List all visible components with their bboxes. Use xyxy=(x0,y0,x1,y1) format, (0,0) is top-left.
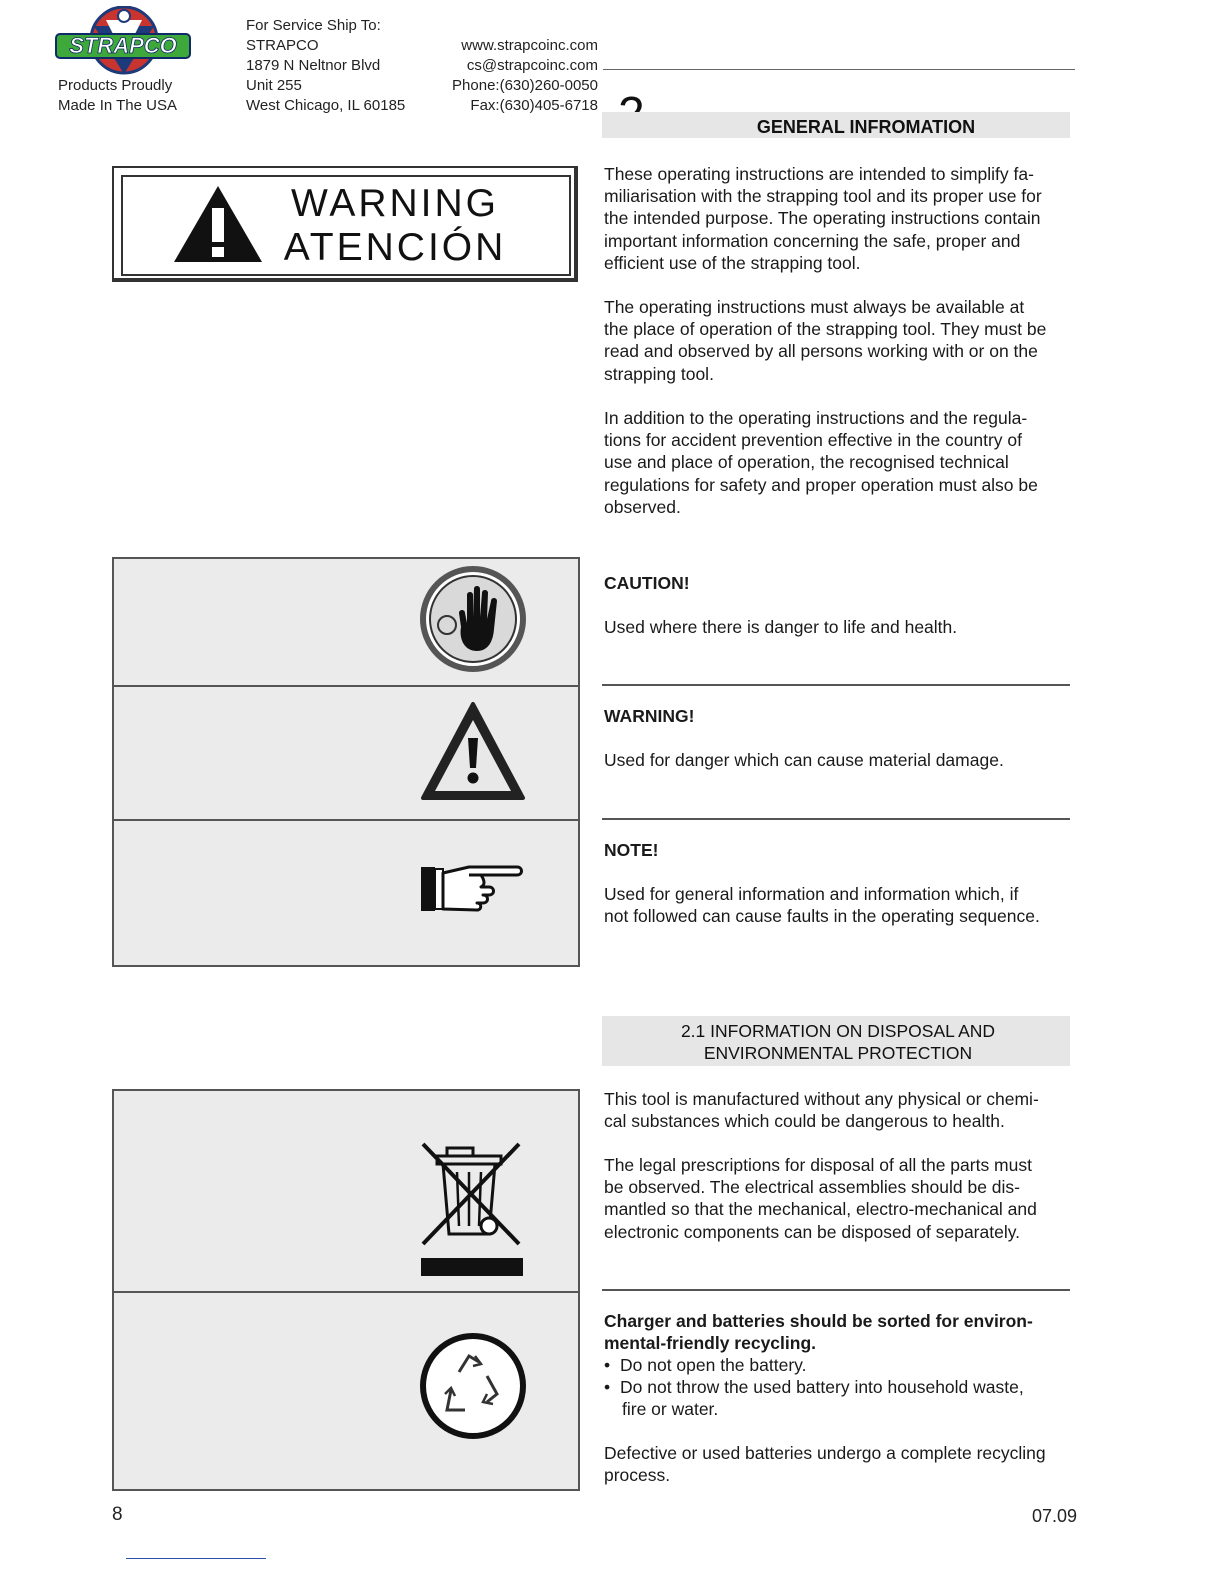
text-line: tions for accident prevention effective in the country of xyxy=(604,430,1022,451)
address-line: 1879 N Neltnor Blvd xyxy=(246,57,381,74)
bullet-text: Do not open the battery. xyxy=(620,1355,807,1375)
note-description xyxy=(604,883,1072,927)
text-line: mantled so that the mechanical, electro-mechanical and xyxy=(604,1199,1037,1220)
text-line: These operating instructions are intended to simplify fa- xyxy=(604,164,1034,184)
text-line: In addition to the operating instructions and the regula- xyxy=(604,408,1028,428)
list-item xyxy=(604,1376,1072,1420)
text-line: regulations for safety and proper operation must also be xyxy=(604,474,1038,495)
warning-triangle-icon xyxy=(419,700,527,808)
address-line: Unit 255 xyxy=(246,77,302,94)
website-link[interactable]: www.strapcoinc.com xyxy=(461,37,598,54)
recycle-icon xyxy=(419,1332,527,1440)
revision-date: 07.09 xyxy=(1031,1506,1077,1526)
text-line: miliarisation with the strapping tool and its proper use for xyxy=(604,186,1042,207)
warning-word-es: ATENCIÓN xyxy=(283,226,507,269)
text-line: Defective or used batteries undergo a complete recycling xyxy=(604,1443,1046,1463)
phone-number: Phone:(630)260-0050 xyxy=(452,77,598,94)
section-divider xyxy=(602,1289,1070,1291)
ship-to-address xyxy=(246,16,405,116)
footer-link-underline xyxy=(126,1558,266,1559)
battery-bullet-list xyxy=(604,1354,1072,1421)
list-item xyxy=(604,1354,1072,1376)
warning-label: WARNING! xyxy=(604,706,695,726)
tagline xyxy=(58,76,177,116)
tagline-line: Made In The USA xyxy=(58,97,177,114)
section-title: GENERAL INFROMATION xyxy=(756,117,976,137)
strapco-logo xyxy=(54,6,192,78)
bullet-dot: • xyxy=(604,1377,611,1398)
text-line: cal substances which could be dangerous to health. xyxy=(604,1111,1005,1132)
recycling-heading xyxy=(604,1310,1072,1354)
bullet-text-continued: fire or water. xyxy=(622,1399,719,1420)
availability-paragraph xyxy=(604,296,1072,385)
section-divider xyxy=(602,818,1070,820)
logo-wordmark: STRAPCO xyxy=(69,33,177,58)
text-line: The operating instructions must always be available at xyxy=(604,297,1025,317)
fax-number: Fax:(630)405-6718 xyxy=(470,97,598,114)
page-number: 8 xyxy=(112,1504,123,1525)
text-line: the place of operation of the strapping tool. They must be xyxy=(604,319,1047,340)
section-divider xyxy=(602,684,1070,686)
text-line: use and place of operation, the recognised technical xyxy=(604,452,1009,473)
warning-word-en: WARNING xyxy=(290,182,500,225)
warning-description: Used for danger which can cause material damage. xyxy=(604,750,1004,770)
warning-triangle-icon xyxy=(172,184,264,264)
subsection-title xyxy=(602,1020,1074,1064)
caution-label: CAUTION! xyxy=(604,573,690,593)
text-line: mental-friendly recycling. xyxy=(604,1333,817,1354)
bullet-dot: • xyxy=(604,1355,611,1375)
header-divider xyxy=(603,69,1075,70)
title-line: 2.1 INFORMATION ON DISPOSAL AND xyxy=(680,1021,996,1041)
text-line: observed. xyxy=(604,496,681,517)
text-line: efficient use of the strapping tool. xyxy=(604,252,861,273)
text-line: important information concerning the safe, proper and xyxy=(604,230,1021,251)
closing-paragraph xyxy=(604,1442,1072,1486)
text-line: The legal prescriptions for disposal of all the parts must xyxy=(604,1155,1032,1175)
text-line: read and observed by all persons working with or on the xyxy=(604,341,1038,362)
crossed-out-bin-icon xyxy=(419,1140,527,1280)
text-line: process. xyxy=(604,1465,671,1486)
text-line: Charger and batteries should be sorted for environ- xyxy=(604,1311,1033,1331)
text-line: not followed can cause faults in the operating sequence. xyxy=(604,906,1040,927)
bullet-text: Do not throw the used battery into household waste, xyxy=(620,1377,1024,1398)
title-line: ENVIRONMENTAL PROTECTION xyxy=(703,1043,973,1063)
text-line: be observed. The electrical assemblies should be dis- xyxy=(604,1177,1021,1198)
text-line: strapping tool. xyxy=(604,363,714,384)
text-line: This tool is manufactured without any physical or chemi- xyxy=(604,1089,1039,1109)
warning-heading xyxy=(282,182,508,270)
disposal-paragraph-2 xyxy=(604,1154,1072,1243)
text-line: Used for general information and information which, if xyxy=(604,884,1019,904)
text-line: electronic components can be disposed of separately. xyxy=(604,1221,1021,1242)
address-line: West Chicago, IL 60185 xyxy=(246,97,406,114)
note-label: NOTE! xyxy=(604,840,659,860)
text-line: the intended purpose. The operating instructions contain xyxy=(604,208,1041,229)
ship-to-heading: For Service Ship To: xyxy=(246,17,381,34)
regulations-paragraph xyxy=(604,407,1072,518)
intro-paragraph xyxy=(604,163,1072,274)
contact-info xyxy=(420,36,598,116)
address-line: STRAPCO xyxy=(246,37,319,54)
disposal-paragraph-1 xyxy=(604,1088,1072,1132)
caution-description: Used where there is danger to life and health. xyxy=(604,617,958,637)
no-entry-hand-icon xyxy=(419,565,527,673)
pointing-hand-icon xyxy=(419,855,527,921)
email-link[interactable]: cs@strapcoinc.com xyxy=(466,57,598,74)
tagline-line: Products Proudly xyxy=(58,77,173,94)
